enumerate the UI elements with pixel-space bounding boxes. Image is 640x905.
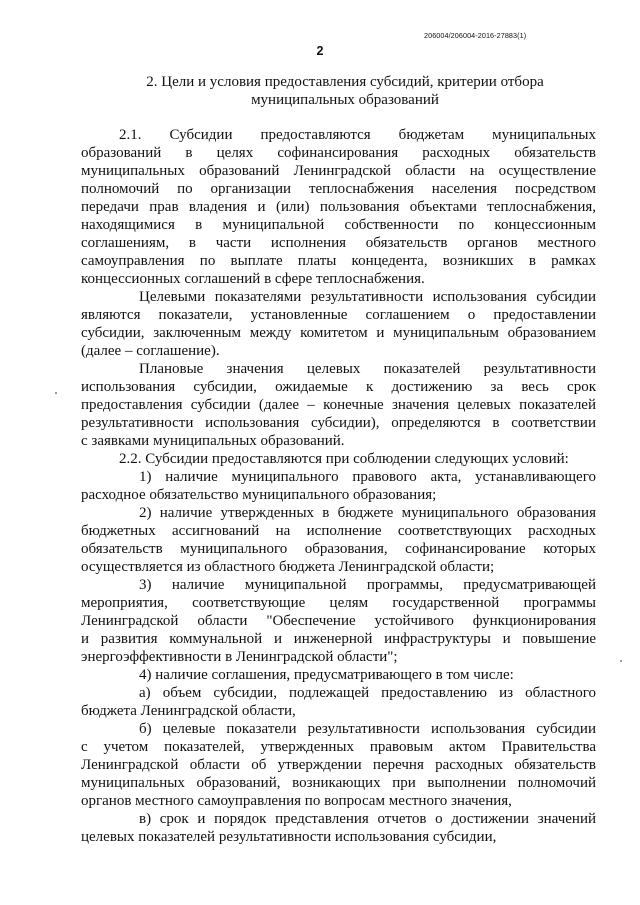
- text-line: в) срок и порядок представления отчетов о достижении значений: [139, 811, 596, 827]
- text-line: муниципальных образований, возникающих при выполнении полномочий: [81, 775, 596, 791]
- paragraph-cond-4: [81, 666, 596, 684]
- text-line: (далее – соглашение).: [81, 343, 220, 359]
- text-line: соглашениям, в части исполнения обязательств органов местного: [81, 235, 596, 251]
- text-line: целевых показателей результативности использования субсидии,: [81, 829, 497, 845]
- text-line: самоуправления по выплате платы концедента, возникших в рамках: [81, 253, 596, 269]
- paragraph-cond-1: [81, 468, 596, 504]
- paragraph-cond-4v: [81, 810, 596, 846]
- text-line: 3) наличие муниципальной программы, предусматривающей: [139, 577, 596, 593]
- text-line: Ленинградской области об утверждении перечня расходных обязательств: [81, 757, 596, 773]
- text-line: Целевыми показателями результативности использования субсидии: [139, 289, 596, 305]
- section-title-line-2: муниципальных образований: [251, 92, 439, 108]
- text-line: муниципальных образований Ленинградской области на осуществление: [81, 163, 596, 179]
- text-line: 1) наличие муниципального правового акта, устанавливающего: [139, 469, 596, 485]
- text-line: Ленинградской области "Обеспечение устойчивого функционирования: [81, 613, 596, 629]
- text-line: 2.2. Субсидии предоставляются при соблюдении следующих условий:: [119, 451, 569, 467]
- paragraph-cond-2: [81, 504, 596, 576]
- document-body: [81, 126, 596, 846]
- page-number: 2: [316, 44, 324, 58]
- document-id: 206004/206004-2016-27883(1): [424, 31, 527, 40]
- text-line: с учетом показателей, утвержденных правовым актом Правительства: [81, 739, 596, 755]
- text-line: использования субсидии, ожидаемые к достижению за весь срок: [81, 379, 596, 395]
- text-line: обязательств муниципального образования, софинансирование которых: [81, 541, 596, 557]
- section-heading: [80, 73, 610, 109]
- paragraph-cond-3: [81, 576, 596, 666]
- paragraph-2-2: [81, 450, 596, 468]
- text-line: и развития коммунальной и инженерной инфраструктуры и повышение: [81, 631, 596, 647]
- text-line: концессионных соглашений в сфере теплоснабжения.: [81, 271, 425, 287]
- text-line: находящимися в муниципальной собственности по концессионным: [81, 217, 596, 233]
- text-line: расходное обязательство муниципального образования;: [81, 487, 437, 503]
- text-line: энергоэффективности в Ленинградской области";: [81, 649, 398, 665]
- text-line: а) объем субсидии, подлежащей предоставлению из областного: [139, 685, 596, 701]
- text-line: 2.1. Субсидии предоставляются бюджетам муниципальных: [119, 127, 596, 143]
- text-line: субсидии, заключенным между комитетом и муниципальным образованием: [81, 325, 596, 341]
- text-line: Плановые значения целевых показателей результативности: [139, 361, 596, 377]
- text-line: с заявками муниципальных образований.: [81, 433, 345, 449]
- text-line: бюджетных ассигнований на исполнение соответствующих расходных: [81, 523, 596, 539]
- text-line: результативности использования субсидии), определяются в соответствии: [81, 415, 596, 431]
- text-line: мероприятия, соответствующие целям государственной программы: [81, 595, 596, 611]
- paragraph-planned: [81, 360, 596, 450]
- paragraph-2-1: [81, 126, 596, 288]
- paragraph-cond-4b: [81, 720, 596, 810]
- section-title-line-1: 2. Цели и условия предоставления субсидий, критерии отбора: [146, 74, 544, 90]
- text-line: б) целевые показатели результативности использования субсидии: [139, 721, 596, 737]
- paragraph-cond-4a: [81, 684, 596, 720]
- text-line: образований в целях софинансирования расходных обязательств: [81, 145, 596, 161]
- scan-speck: [55, 392, 57, 394]
- text-line: бюджета Ленинградской области,: [81, 703, 296, 719]
- text-line: полномочий по организации теплоснабжения населения посредством: [81, 181, 596, 197]
- text-line: 2) наличие утвержденных в бюджете муниципального образования: [139, 505, 596, 521]
- text-line: передачи прав владения и (или) пользования объектами теплоснабжения,: [81, 199, 596, 215]
- text-line: 4) наличие соглашения, предусматривающего в том числе:: [139, 667, 514, 683]
- paragraph-indicators: [81, 288, 596, 360]
- scan-speck: [620, 660, 622, 662]
- text-line: органов местного самоуправления по вопросам местного значения,: [81, 793, 512, 809]
- text-line: являются показатели, установленные соглашением о предоставлении: [81, 307, 596, 323]
- text-line: осуществляется из областного бюджета Ленинградской области;: [81, 559, 495, 575]
- text-line: предоставления субсидии (далее – конечные значения целевых показателей: [81, 397, 596, 413]
